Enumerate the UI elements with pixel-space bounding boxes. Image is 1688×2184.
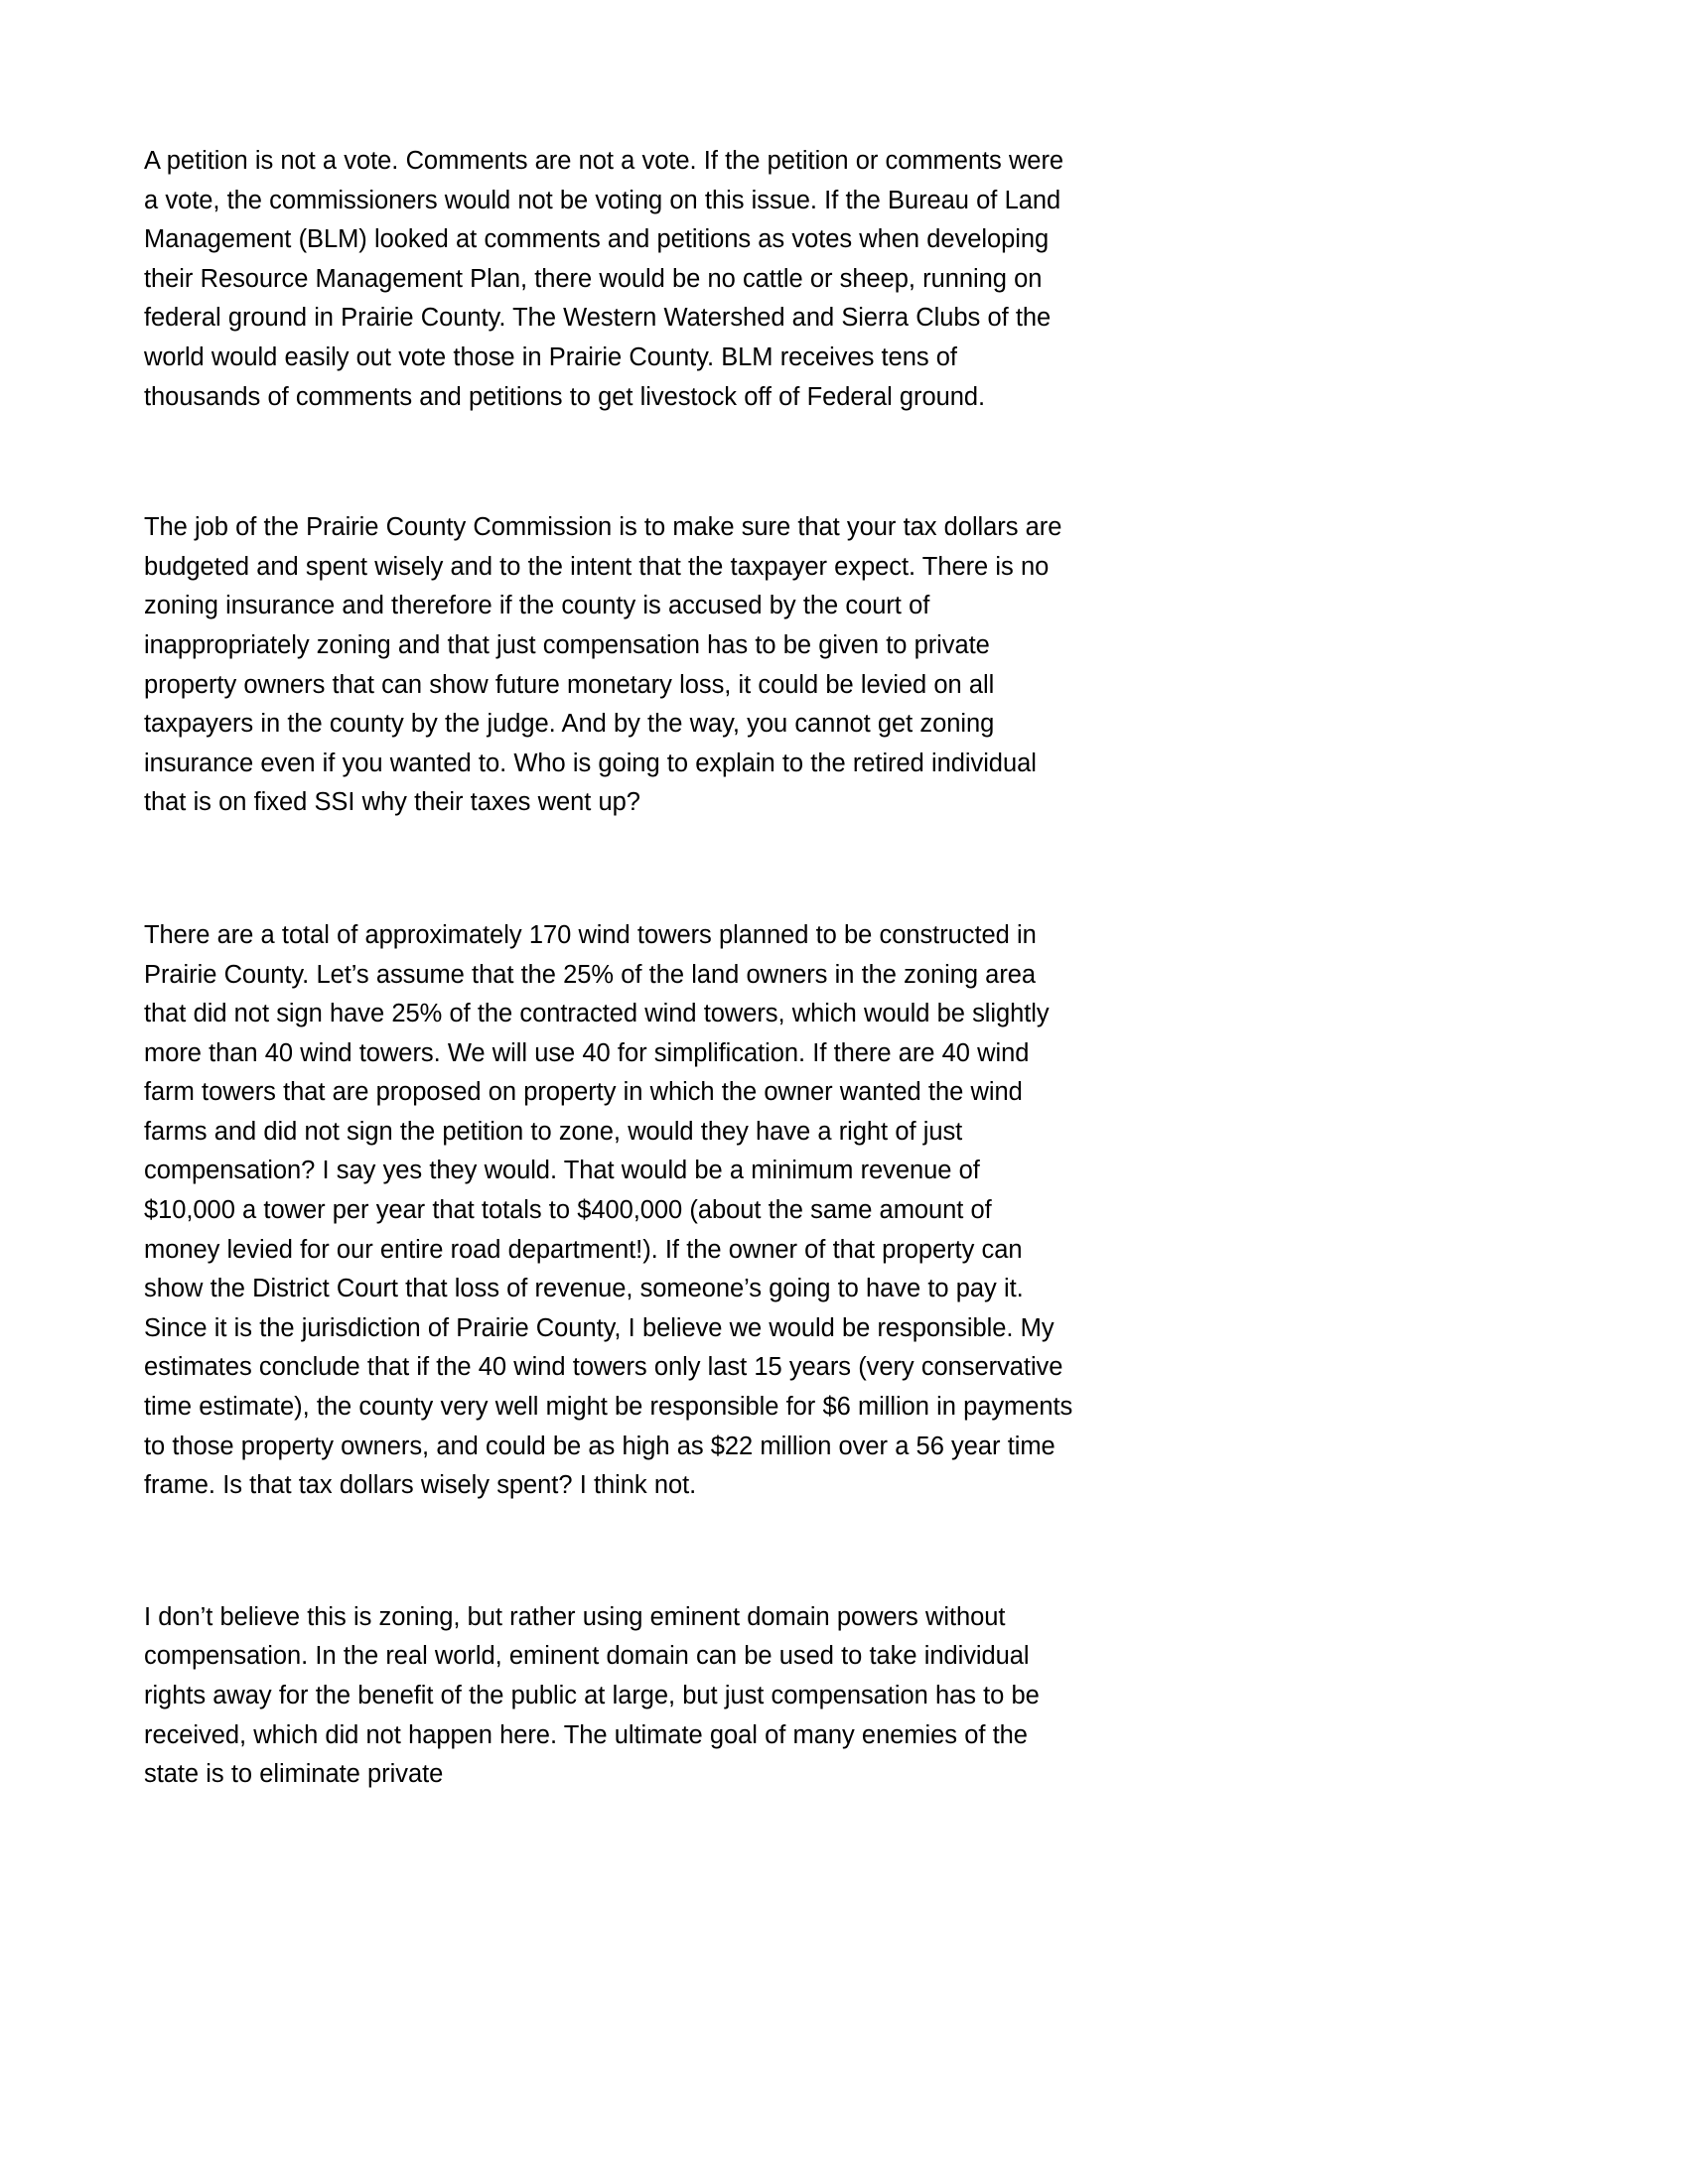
paragraph-spacer [144,823,1073,916]
paragraph-spacer [144,1506,1073,1598]
paragraph-petition-not-a-vote: A petition is not a vote. Comments are not a vote. If the petition or comments were a vote, the commissioners would not be voting on this issue. If the Bureau of Land Management (BLM) looked at comments and petitions as votes when developing their Resource Management Plan, there would be no cattle or sheep, running on federal ground in Prairie County. The Western Watershed and Sierra Clubs of the world would easily out vote those in Prairie County. BLM receives tens of thousands of comments and petitions to get livestock off of Federal ground. [144,147,1064,411]
paragraph-wind-towers: There are a total of approximately 170 wind towers planned to be constructed in Prairie County. Let’s assume that the 25% of the land owners in the zoning area that did not sign have 25% of the contracted wind towers, which would be slightly more than 40 wind towers. We will use 40 for simplification. If there are 40 wind farm towers that are proposed on property in which the owner wanted the wind farms and did not sign the petition to zone, would they have a right of just compensation? I say yes they would. That would be a minimum revenue of $10,000 a tower per year that totals to $400,000 (about the same amount of money levied for our entire road department!). If the owner of that property can show the District Court that loss of revenue, someone’s going to have to pay it. Since it is the jurisdiction of Prairie County, I believe we would be responsible. My estimates conclude that if the 40 wind towers only last 15 years (very conservative time estimate), the county very well might be responsible for $6 million in payments to those property owners, and could be as high as $22 million over a 56 year time frame. Is that tax dollars wisely spent? I think not. [144,920,1073,1500]
paragraph-eminent-domain: I don’t believe this is zoning, but rather using eminent domain powers without compensation. In the real world, eminent domain can be used to take individual rights away for the benefit of the public at large, but just compensation has to be received, which did not happen here. The ultimate goal of many enemies of the state is to eliminate private [144,1602,1040,1789]
paragraph-commission-job: The job of the Prairie County Commission is to make sure that your tax dollars are budgeted and spent wisely and to the intent that the taxpayer expect. There is no zoning insurance and therefore if the county is accused by the court of inappropriately zoning and that just compensation has to be given to private property owners that can show future monetary loss, it could be levied on all taxpayers in the county by the judge. And by the way, you cannot get zoning insurance even if you wanted to. Who is going to explain to the retired individual that is on fixed SSI why their taxes went up? [144,513,1062,817]
paragraph-spacer [144,417,1073,508]
document-body [144,142,1073,1795]
